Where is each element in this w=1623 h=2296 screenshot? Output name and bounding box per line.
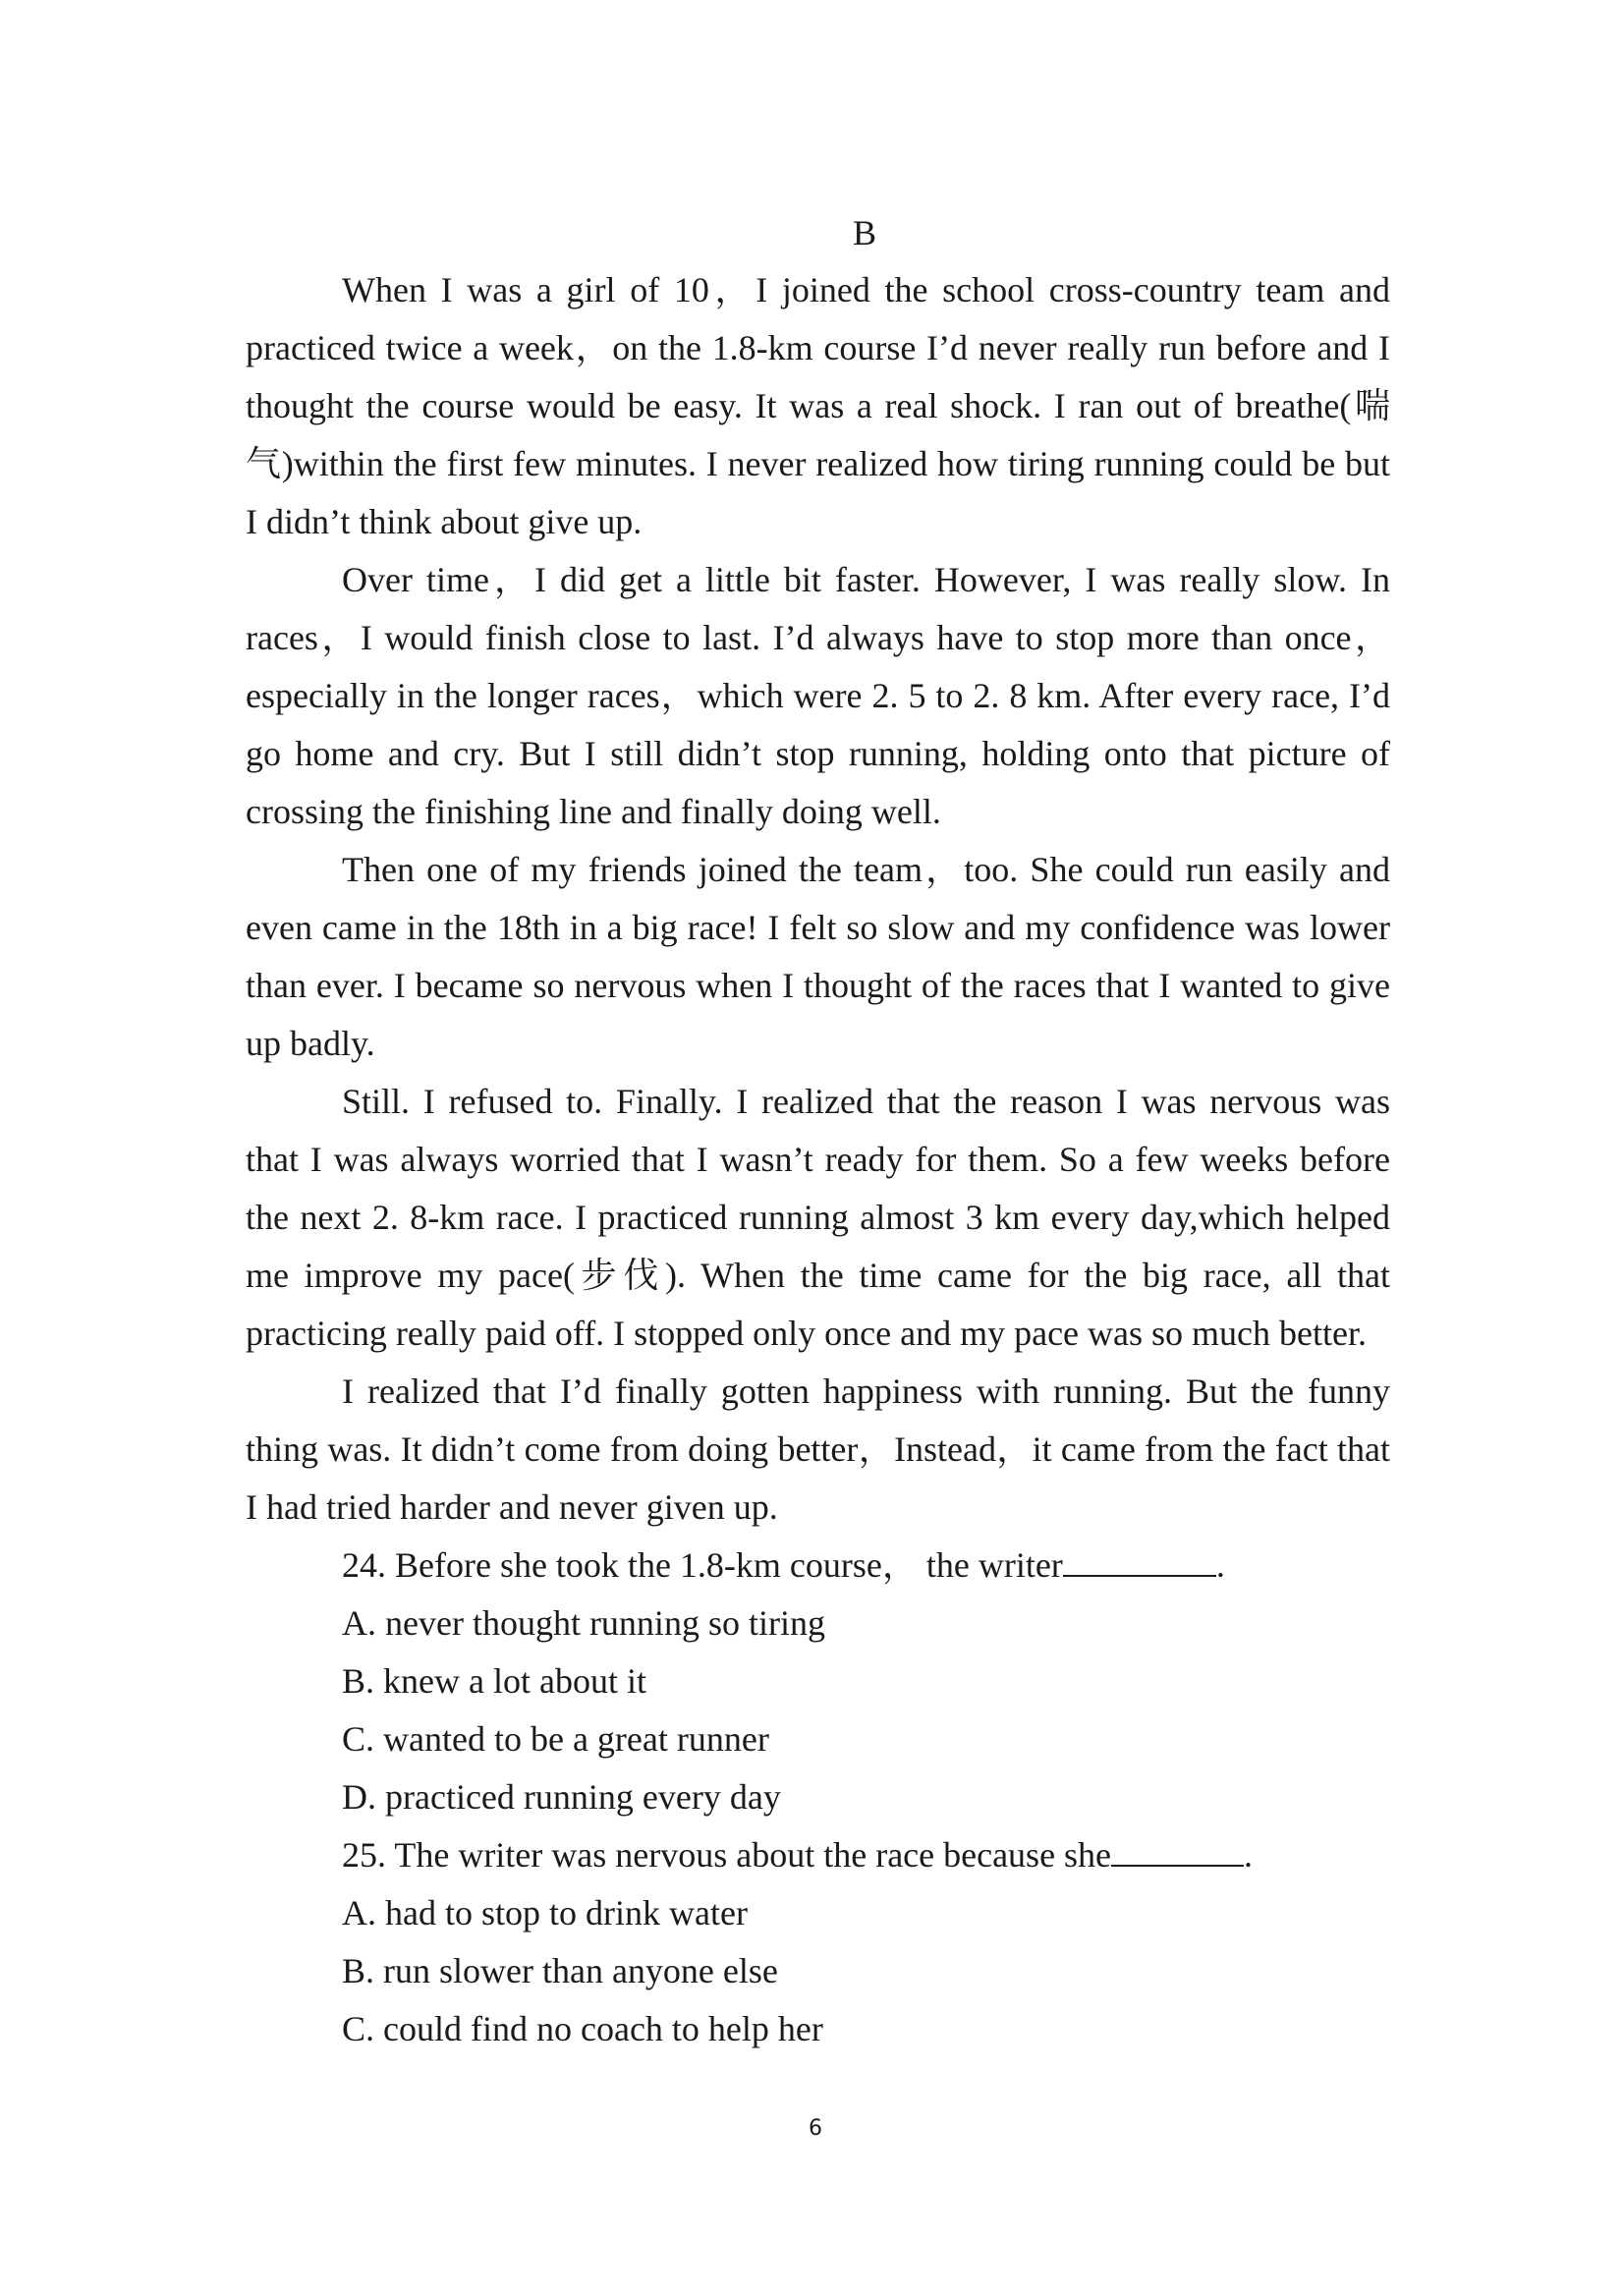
answer-blank: [1111, 1831, 1244, 1867]
reading-passage: [246, 261, 1390, 2058]
question-24: [246, 1537, 1390, 1826]
option-b: B. knew a lot about it: [342, 1661, 646, 1701]
page-number: 6: [809, 2116, 822, 2141]
answer-blank: [1063, 1541, 1216, 1577]
option-c: C. wanted to be a great runner: [342, 1719, 769, 1759]
option-a: A. never thought running so tiring: [342, 1603, 825, 1643]
question-25: [246, 1826, 1390, 2058]
passage-paragraph-3: Then one of my friends joined the team，too. She could run easily and even came in the 18th in a big race! I felt so slow and my confidence was lower than ever. I became so nervous when I thought of the races that I wanted to give up badly.: [246, 850, 1390, 1063]
question-stem: [246, 1826, 1390, 1884]
question-25-end: .: [1244, 1835, 1254, 1875]
question-24-end: .: [1215, 1545, 1225, 1585]
question-25-text: 25. The writer was nervous about the race because she: [342, 1835, 1112, 1875]
question-24-text: 24. Before she took the 1.8-km course， the writer: [342, 1545, 1063, 1585]
passage-paragraph-5: I realized that I’d finally gotten happiness with running. But the funny thing was. It didn’t come from doing better，Instead，it came from the fact that I had tried harder and never given up.: [246, 1372, 1390, 1527]
section-heading: B: [852, 213, 876, 252]
option-a: A. had to stop to drink water: [342, 1893, 748, 1932]
option-b: B. run slower than anyone else: [342, 1951, 778, 1990]
option-d: D. practiced running every day: [342, 1777, 781, 1817]
passage-paragraph-4: Still. I refused to. Finally. I realized that the reason I was nervous was that I was always worried that I wasn’t ready for them. So a few weeks before the next 2. 8-km race. I practiced running almost 3 km every day,which helped me improve my pace(步伐). When the time came for the big race, all that practicing really paid off. I stopped only once and my pace was so much better.: [246, 1082, 1390, 1353]
passage-paragraph-1: When I was a girl of 10，I joined the school cross-country team and practiced twice a week，on the 1.8-km course I’d never really run before and I thought the course would be easy. It was a real shock. I ran out of breathe(喘气)within the first few minutes. I never realized how tiring running could be but I didn’t think about give up.: [246, 270, 1390, 541]
option-c: C. could find no coach to help her: [342, 2009, 823, 2048]
question-stem: [246, 1537, 1390, 1595]
passage-paragraph-2: Over time，I did get a little bit faster. However, I was really slow. In races，I would finish close to last. I’d always have to stop more than once，especially in the longer races，which were 2. 5 to 2. 8 km. After every race, I’d go home and cry. But I still didn’t stop running, holding onto that picture of crossing the finishing line and finally doing well.: [246, 560, 1390, 831]
